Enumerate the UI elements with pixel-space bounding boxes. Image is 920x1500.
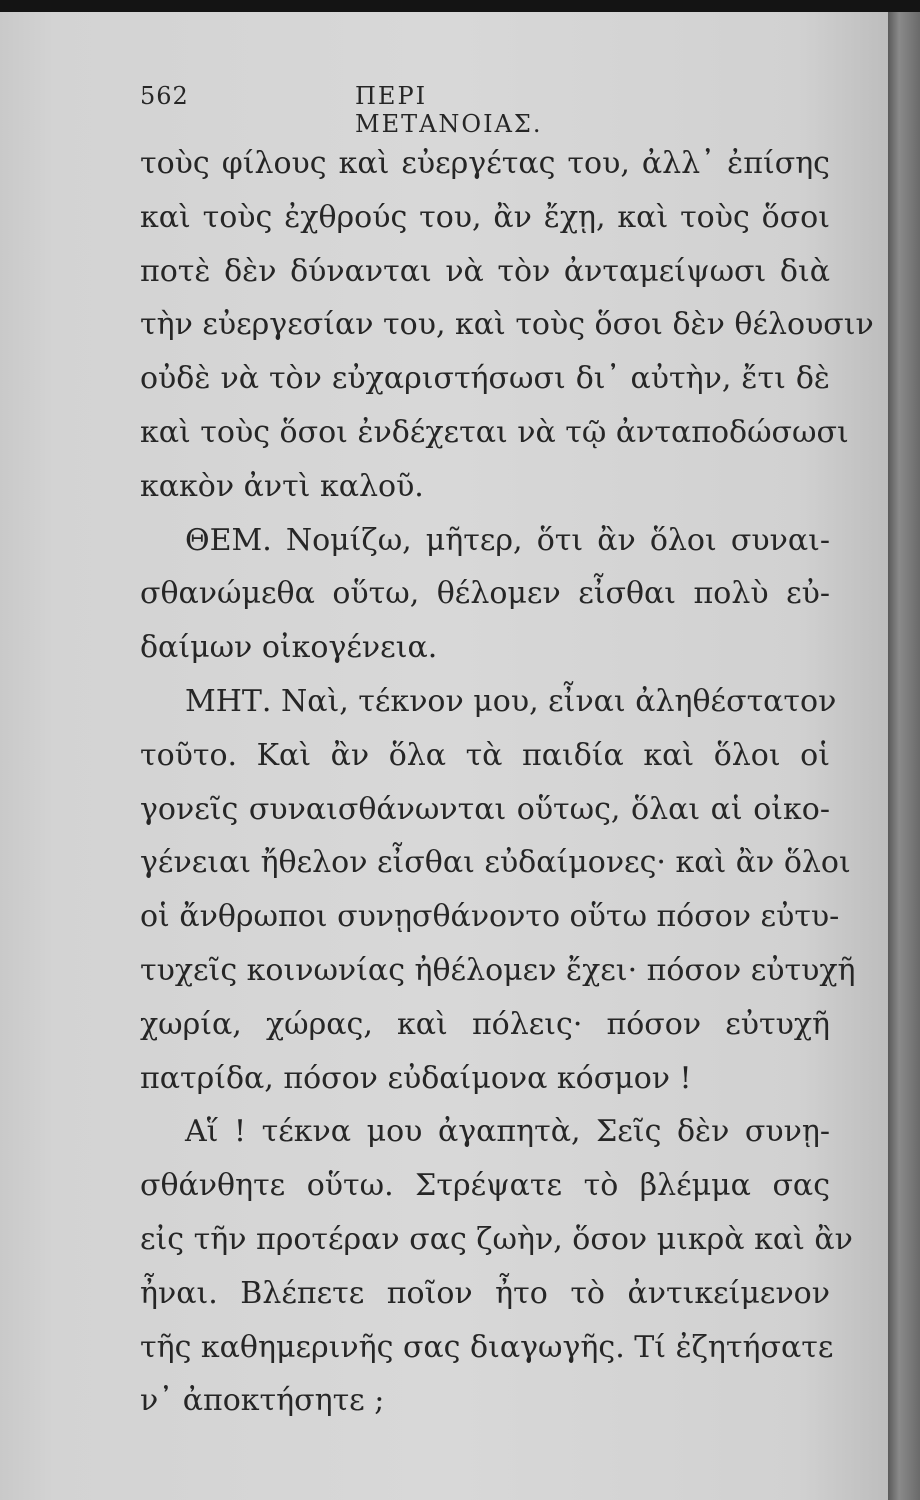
text-line: σθανώμεθα οὕτω, θέλομεν εἶσθαι πολὺ εὐ- (140, 576, 830, 612)
text-line: γονεῖς συναισθάνωνται οὕτως, ὅλαι αἱ οἰκο- (140, 791, 830, 827)
text-line: εἰς τῆν προτέραν σας ζωὴν, ὅσον μικρὰ καὶ ἂν (140, 1221, 853, 1257)
text-line: δαίμων οἰκογένεια. (140, 630, 438, 666)
text-line: τῆς καθημερινῆς σας διαγωγῆς. Τί ἐζητήσατε (140, 1329, 834, 1365)
text-line: Αἵ ! τέκνα μου ἀγαπητὰ, Σεῖς δὲν συνῃ- (185, 1114, 830, 1150)
text-line: ποτὲ δὲν δύνανται νὰ τὸν ἀνταμείψωσι διὰ (140, 253, 830, 289)
text-line: καὶ τοὺς ἐχθρούς του, ἂν ἔχῃ, καὶ τοὺς ὅσοι (140, 199, 830, 235)
text-line: τυχεῖς κοινωνίας ἠθέλομεν ἔχει· πόσον εὐτυχῆ (140, 952, 856, 988)
text-line: ἦναι. Βλέπετε ποῖον ἦτο τὸ ἀντικείμενον (140, 1275, 830, 1311)
text-line: ΜΗΤ. Ναὶ, τέκνον μου, εἶναι ἀληθέστατον (185, 683, 837, 719)
text-line: σθάνθητε οὕτω. Στρέψατε τὸ βλέμμα σας (140, 1168, 830, 1204)
text-line: τὴν εὐεργεσίαν του, καὶ τοὺς ὅσοι δὲν θέλουσιν (140, 307, 874, 343)
page-edge (888, 12, 920, 1500)
page-number: 562 (140, 82, 189, 110)
page-header (140, 82, 610, 138)
text-line: ν᾽ ἀποκτήσητε ; (140, 1383, 385, 1419)
text-line: οὐδὲ νὰ τὸν εὐχαριστήσωσι δι᾽ αὐτὴν, ἔτι δὲ (140, 361, 830, 397)
text-line: κακὸν ἀντὶ καλοῦ. (140, 468, 424, 504)
text-line: χωρία, χώρας, καὶ πόλεις· πόσον εὐτυχῆ (140, 1006, 830, 1042)
book-page (0, 12, 888, 1500)
text-line: ΘΕΜ. Νομίζω, μῆτερ, ὅτι ἂν ὅλοι συναι- (185, 522, 830, 558)
body-text (140, 137, 874, 1428)
running-head: ΠΕΡΙ ΜΕΤΑΝΟΙΑΣ. (355, 82, 543, 138)
text-line: γένειαι ἤθελον εἶσθαι εὐδαίμονες· καὶ ἂν ὅλοι (140, 845, 851, 881)
text-line: καὶ τοὺς ὅσοι ἐνδέχεται νὰ τῷ ἀνταποδώσωσι (140, 414, 849, 450)
text-line: τοὺς φίλους καὶ εὐεργέτας του, ἀλλ᾽ ἐπίσης (140, 146, 830, 181)
text-line: τοῦτο. Καὶ ἂν ὅλα τὰ παιδία καὶ ὅλοι οἱ (140, 737, 830, 773)
text-line: πατρίδα, πόσον εὐδαίμονα κόσμον ! (140, 1060, 692, 1096)
text-line: οἱ ἄνθρωποι συνῃσθάνοντο οὕτω πόσον εὐτυ- (140, 899, 840, 935)
